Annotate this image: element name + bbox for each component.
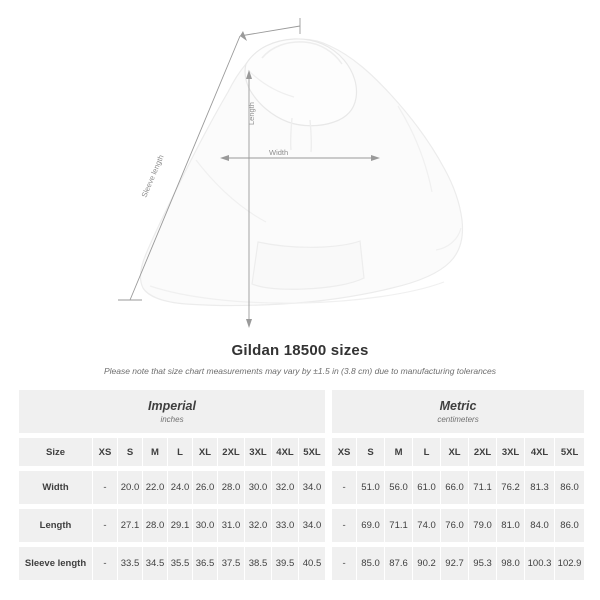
size-table-wrap xyxy=(18,389,582,581)
cell-width-imperial-3xl: 30.0 xyxy=(245,471,272,505)
cell-width-imperial-m: 22.0 xyxy=(143,471,168,505)
cell-sleeve-metric-m: 87.6 xyxy=(385,547,413,581)
cell-sleeve-imperial-xs: - xyxy=(93,547,118,581)
cell-length-imperial-xl: 30.0 xyxy=(193,509,218,543)
cell-length-metric-5xl: 86.0 xyxy=(555,509,585,543)
cell-sleeve-imperial-s: 33.5 xyxy=(118,547,143,581)
cell-length-metric-2xl: 79.0 xyxy=(469,509,497,543)
cell-width-imperial-2xl: 28.0 xyxy=(218,471,245,505)
metric-header xyxy=(332,390,585,434)
row-label-sleeve-length: Sleeve length xyxy=(19,547,93,581)
cell-width-metric-4xl: 81.3 xyxy=(525,471,555,505)
col-head-metric-xs: XS xyxy=(332,438,357,467)
cell-width-metric-2xl: 71.1 xyxy=(469,471,497,505)
col-head-metric-l: L xyxy=(413,438,441,467)
cell-width-imperial-5xl: 34.0 xyxy=(299,471,326,505)
cell-sleeve-metric-xs: - xyxy=(332,547,357,581)
imperial-header xyxy=(19,390,326,434)
cell-width-metric-s: 51.0 xyxy=(357,471,385,505)
col-head-imperial-s: S xyxy=(118,438,143,467)
cell-sleeve-imperial-l: 35.5 xyxy=(168,547,193,581)
cell-width-imperial-4xl: 32.0 xyxy=(272,471,299,505)
col-head-metric-4xl: 4XL xyxy=(525,438,555,467)
cell-length-imperial-3xl: 32.0 xyxy=(245,509,272,543)
cell-sleeve-imperial-3xl: 38.5 xyxy=(245,547,272,581)
cell-length-metric-m: 71.1 xyxy=(385,509,413,543)
cell-sleeve-imperial-4xl: 39.5 xyxy=(272,547,299,581)
size-table xyxy=(18,389,585,581)
table-row xyxy=(19,509,585,543)
col-head-imperial-xs: XS xyxy=(93,438,118,467)
cell-length-imperial-m: 28.0 xyxy=(143,509,168,543)
cell-sleeve-imperial-2xl: 37.5 xyxy=(218,547,245,581)
cell-sleeve-imperial-xl: 36.5 xyxy=(193,547,218,581)
cell-length-metric-s: 69.0 xyxy=(357,509,385,543)
row-label-width: Width xyxy=(19,471,93,505)
size-label-head: Size xyxy=(19,438,93,467)
page-title: Gildan 18500 sizes xyxy=(231,342,369,359)
col-head-metric-m: M xyxy=(385,438,413,467)
cell-length-metric-3xl: 81.0 xyxy=(497,509,525,543)
cell-width-metric-3xl: 76.2 xyxy=(497,471,525,505)
width-label: Width xyxy=(269,148,289,157)
length-label: Length xyxy=(247,102,256,125)
cell-width-metric-xs: - xyxy=(332,471,357,505)
col-head-metric-xl: XL xyxy=(441,438,469,467)
cell-length-metric-l: 74.0 xyxy=(413,509,441,543)
cell-length-imperial-l: 29.1 xyxy=(168,509,193,543)
cell-sleeve-metric-3xl: 98.0 xyxy=(497,547,525,581)
cell-sleeve-imperial-5xl: 40.5 xyxy=(299,547,326,581)
cell-width-imperial-xl: 26.0 xyxy=(193,471,218,505)
cell-width-metric-m: 56.0 xyxy=(385,471,413,505)
col-head-imperial-xl: XL xyxy=(193,438,218,467)
cell-length-imperial-xs: - xyxy=(93,509,118,543)
col-head-metric-s: S xyxy=(357,438,385,467)
cell-sleeve-metric-4xl: 100.3 xyxy=(525,547,555,581)
cell-sleeve-metric-2xl: 95.3 xyxy=(469,547,497,581)
cell-width-imperial-l: 24.0 xyxy=(168,471,193,505)
cell-length-metric-4xl: 84.0 xyxy=(525,509,555,543)
cell-sleeve-metric-s: 85.0 xyxy=(357,547,385,581)
col-head-imperial-2xl: 2XL xyxy=(218,438,245,467)
table-row xyxy=(19,547,585,581)
tolerance-note: Please note that size chart measurements may vary by ±1.5 in (3.8 cm) due to manufacturing tolerances xyxy=(103,366,497,376)
cell-length-imperial-2xl: 31.0 xyxy=(218,509,245,543)
row-label-length: Length xyxy=(19,509,93,543)
table-row xyxy=(19,471,585,505)
cell-length-metric-xs: - xyxy=(332,509,357,543)
col-head-metric-3xl: 3XL xyxy=(497,438,525,467)
cell-length-imperial-4xl: 33.0 xyxy=(272,509,299,543)
cell-sleeve-metric-l: 90.2 xyxy=(413,547,441,581)
metric-sub: centimeters xyxy=(437,415,479,425)
hoodie-shape xyxy=(141,39,463,306)
metric-name: Metric xyxy=(439,398,477,413)
title-block xyxy=(0,342,600,376)
imperial-name: Imperial xyxy=(148,398,196,413)
cell-width-imperial-s: 20.0 xyxy=(118,471,143,505)
col-head-metric-5xl: 5XL xyxy=(555,438,585,467)
imperial-sub: inches xyxy=(160,415,184,425)
col-head-metric-2xl: 2XL xyxy=(469,438,497,467)
cell-width-metric-l: 61.0 xyxy=(413,471,441,505)
col-head-imperial-l: L xyxy=(168,438,193,467)
cell-width-imperial-xs: - xyxy=(93,471,118,505)
unit-header-row xyxy=(19,390,585,434)
col-head-imperial-m: M xyxy=(143,438,168,467)
size-header-row xyxy=(19,438,585,467)
cell-length-metric-xl: 76.0 xyxy=(441,509,469,543)
col-head-imperial-3xl: 3XL xyxy=(245,438,272,467)
cell-length-imperial-5xl: 34.0 xyxy=(299,509,326,543)
cell-length-imperial-s: 27.1 xyxy=(118,509,143,543)
cell-sleeve-imperial-m: 34.5 xyxy=(143,547,168,581)
cell-sleeve-metric-xl: 92.7 xyxy=(441,547,469,581)
cell-sleeve-metric-5xl: 102.9 xyxy=(555,547,585,581)
cell-width-metric-5xl: 86.0 xyxy=(555,471,585,505)
cell-width-metric-xl: 66.0 xyxy=(441,471,469,505)
col-head-imperial-5xl: 5XL xyxy=(299,438,326,467)
col-head-imperial-4xl: 4XL xyxy=(272,438,299,467)
sleeve-length-label: Sleeve length xyxy=(139,153,166,199)
